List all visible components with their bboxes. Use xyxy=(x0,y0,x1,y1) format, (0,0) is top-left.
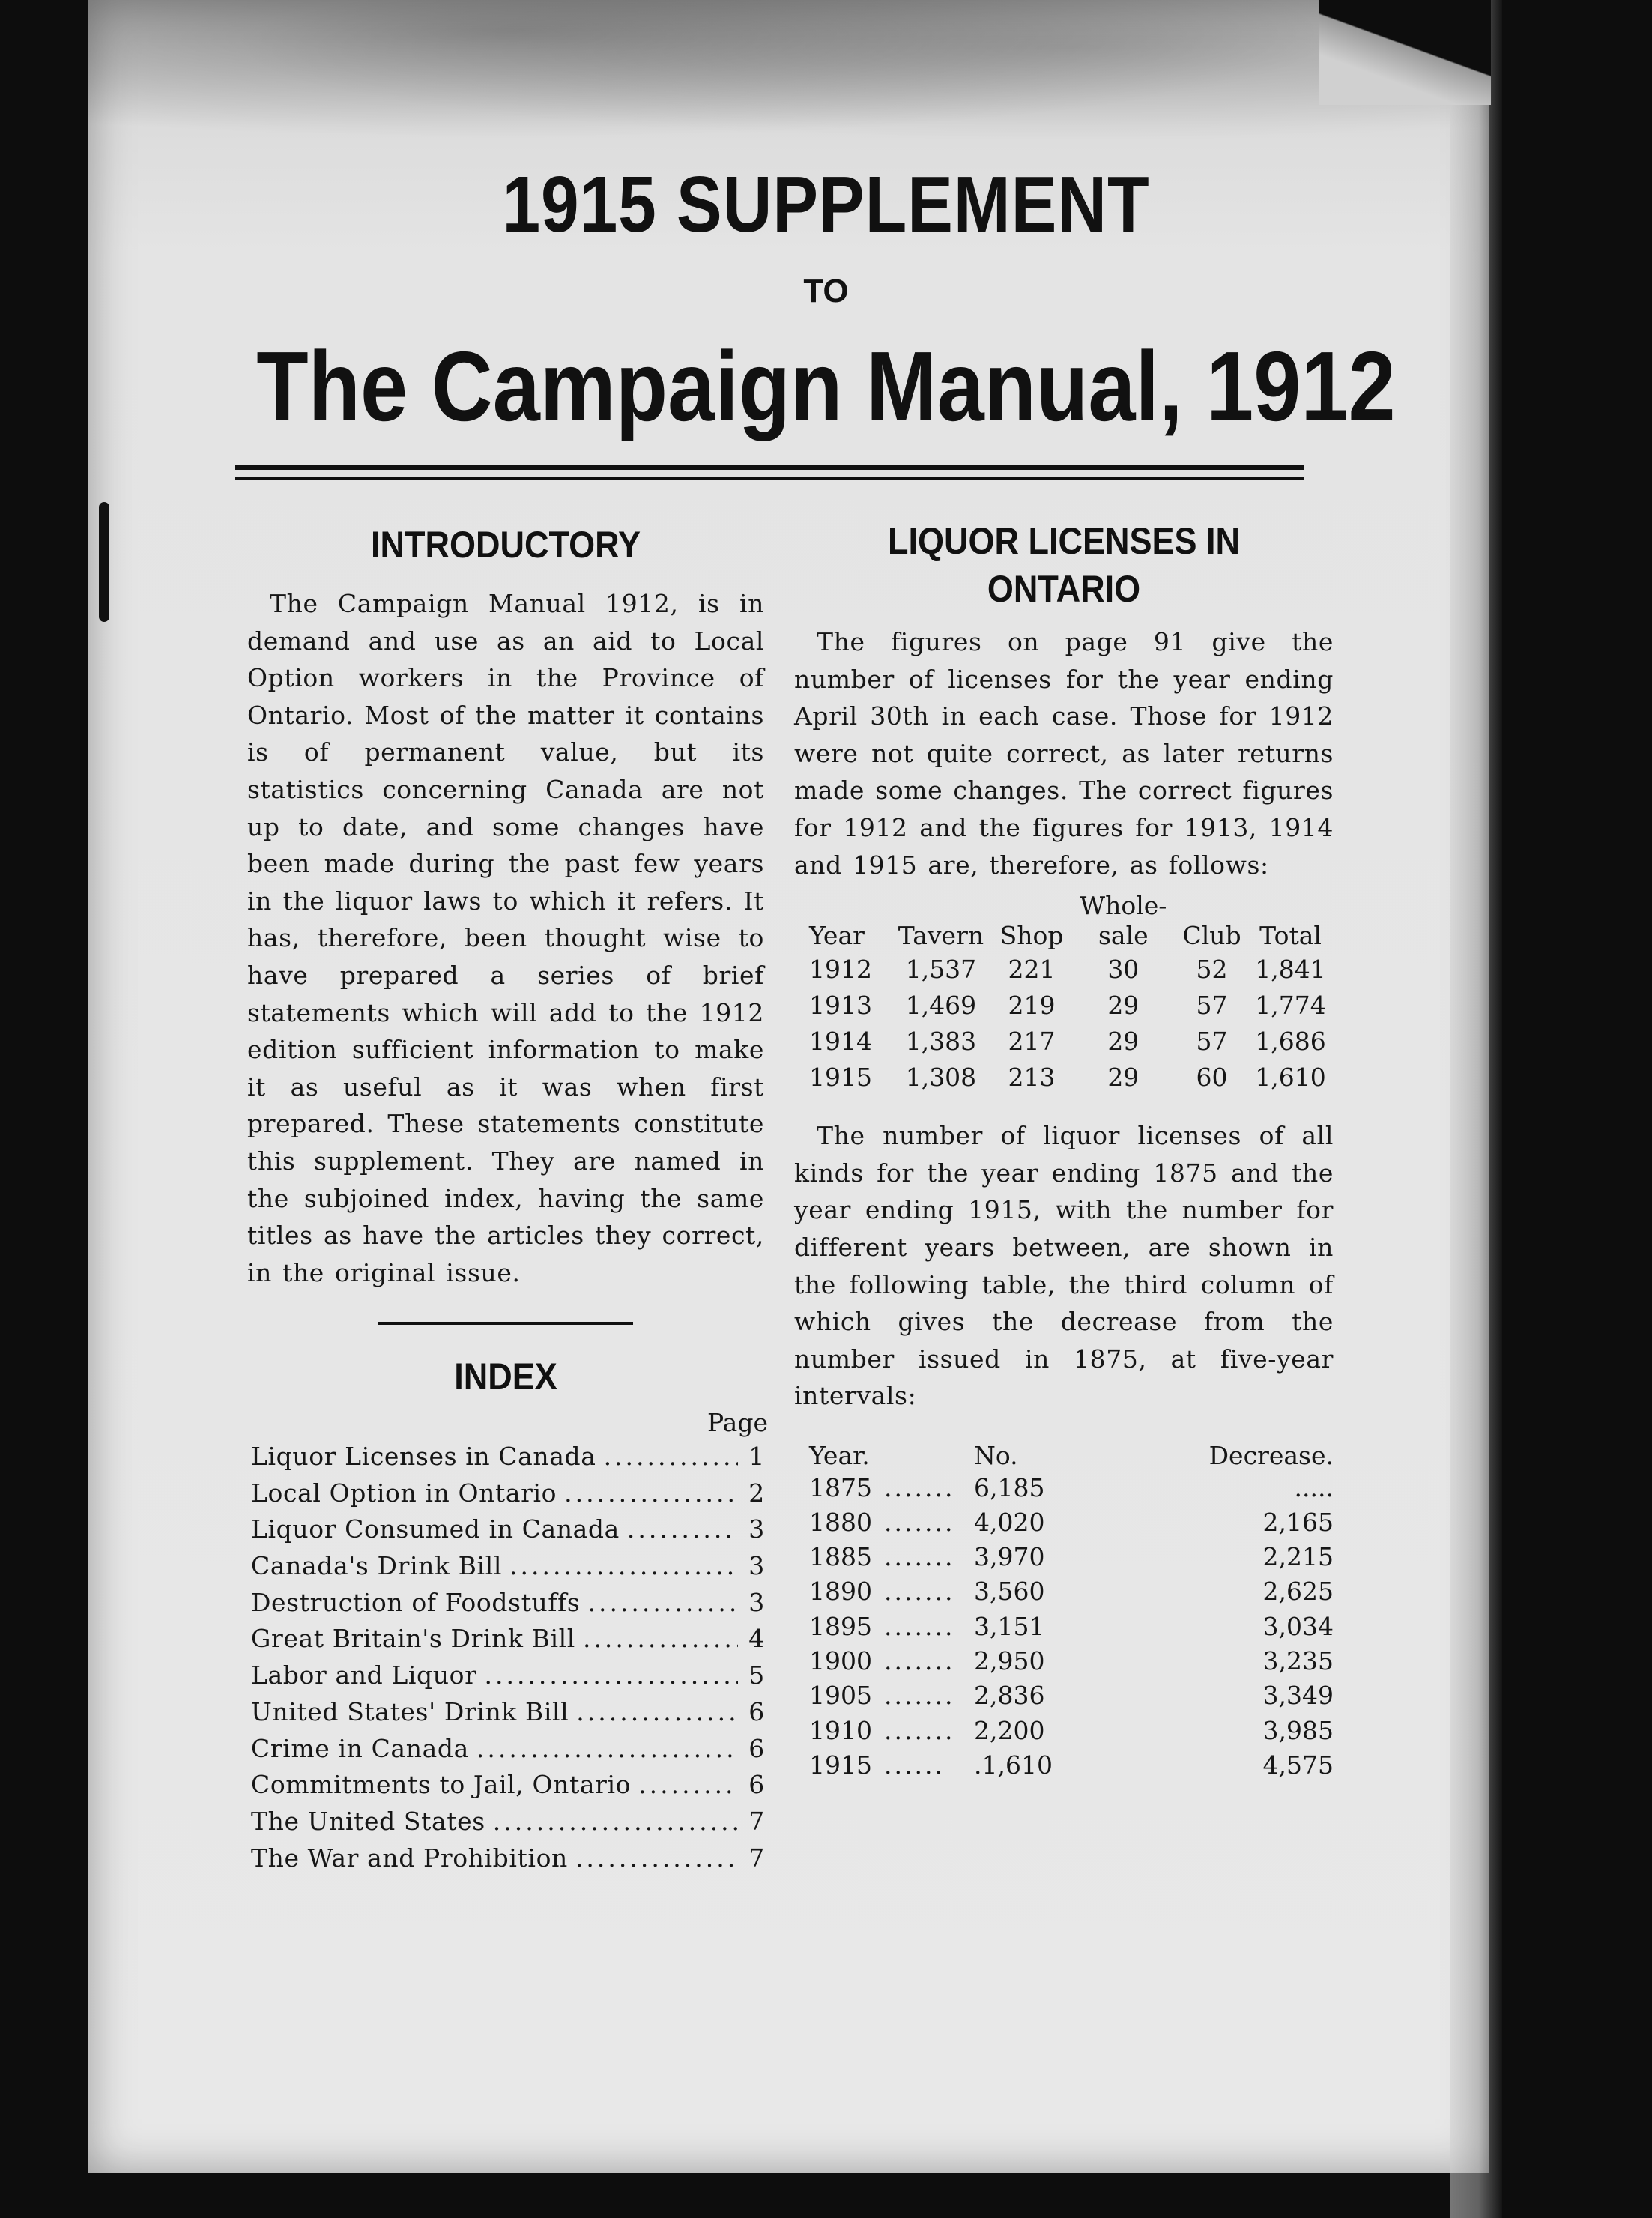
index-heading: INDEX xyxy=(454,1356,557,1397)
cell-no: 3,151 xyxy=(974,1611,1045,1641)
cell-decrease: 3,235 xyxy=(1262,1646,1334,1676)
decrease-table-header xyxy=(794,1428,1334,1470)
index-entry-page: 7 xyxy=(748,1806,765,1836)
cell-no: 3,970 xyxy=(974,1542,1045,1572)
index-entry xyxy=(251,1624,768,1661)
index-entry xyxy=(251,1551,768,1588)
index-entry-title: Great Britain's Drink Bill xyxy=(251,1624,575,1654)
cell-total: 1,686 xyxy=(1255,1026,1326,1056)
index-entry-title: Local Option in Ontario xyxy=(251,1478,557,1508)
cell-total: 1,774 xyxy=(1255,990,1326,1020)
table-row xyxy=(794,1540,1334,1574)
table-row xyxy=(794,951,1334,987)
leader-dots xyxy=(576,1697,738,1726)
table-row xyxy=(794,1643,1334,1678)
leader-dots xyxy=(604,1442,738,1471)
cell-dots: ....... xyxy=(884,1472,955,1502)
liquor-licenses-section xyxy=(794,517,1334,1783)
index-page-label: Page xyxy=(707,1408,768,1437)
index-entry-page: 3 xyxy=(748,1514,765,1544)
cell-decrease: 2,625 xyxy=(1262,1577,1334,1607)
cell-dots: ....... xyxy=(884,1681,955,1711)
cell-no: 6,185 xyxy=(974,1472,1045,1502)
index-list xyxy=(251,1442,768,1879)
index-entry-title: Liquor Consumed in Canada xyxy=(251,1514,620,1544)
index-entry-title: Crime in Canada xyxy=(251,1733,469,1763)
index-entry xyxy=(251,1734,768,1771)
index-entry xyxy=(251,1588,768,1625)
licenses-heading-line2: ONTARIO xyxy=(987,568,1141,610)
cell-club: 57 xyxy=(1196,990,1228,1020)
table-row xyxy=(794,1678,1334,1713)
cell-shop: 217 xyxy=(1008,1026,1056,1056)
cell-wholesale: 29 xyxy=(1107,1026,1140,1056)
cell-club: 52 xyxy=(1196,954,1228,984)
introductory-heading: INTRODUCTORY xyxy=(371,524,641,566)
index-entry-page: 4 xyxy=(748,1624,765,1654)
introductory-text: The Campaign Manual 1912, is in demand and use as an aid to Local Option workers in the Province of Ontario. Most of the matter it contains is of permanent value, but its statistics concerning Canada are not up to date, and some changes have been made during the past few years in the liquor laws to which it refers. It has, therefore, been thought wise to have prepared a series of brief statements which will add to the 1912 edition sufficient information to make it as useful as it was when first prepared. These statements constitute this supplement. They are named in the subjoined index, having the same titles as have the articles they correct, in the original issue. xyxy=(247,589,764,1287)
index-entry-page: 2 xyxy=(748,1478,765,1508)
cell-year: 1912 xyxy=(809,954,872,984)
cell-dots: ....... xyxy=(884,1646,955,1676)
licenses-heading-line1: LIQUOR LICENSES IN xyxy=(887,520,1241,562)
index-entry-page: 3 xyxy=(748,1587,765,1617)
index-entry-page: 7 xyxy=(748,1843,765,1873)
cell-year: 1913 xyxy=(809,990,872,1020)
cell-shop: 221 xyxy=(1008,954,1056,984)
leader-dots xyxy=(493,1807,738,1836)
index-entry-title: Destruction of Foodstuffs xyxy=(251,1587,581,1617)
licenses-intro-text: The figures on page 91 give the number of licenses for the year ending April 30th in each case. Those for 1912 were not quite correct, as later returns made some changes. The correct figures for 1912 and the figures for 1913, 1914 and 1915 are, therefore, as follows: xyxy=(794,627,1334,880)
col-decrease: Decrease. xyxy=(1208,1440,1334,1470)
cell-year: 1914 xyxy=(809,1026,872,1056)
leader-dots xyxy=(575,1843,738,1873)
cell-year: 1875 xyxy=(809,1472,872,1502)
col-wholesale: Whole- sale xyxy=(1080,891,1167,951)
licenses-second-text: The number of liquor licenses of all kinds for the year ending 1875 and the year ending 1915, with the number for different years between, are shown in the following table, the third column of which gives the decrease from the number issued in 1875, at five-year intervals: xyxy=(794,1121,1334,1411)
col-total: Total xyxy=(1259,921,1322,951)
index-entry xyxy=(251,1807,768,1843)
leader-dots xyxy=(587,1588,738,1617)
index-entry-page: 3 xyxy=(748,1551,765,1581)
index-entry-page: 1 xyxy=(748,1442,765,1471)
index-section xyxy=(251,1353,768,1879)
cell-tavern: 1,469 xyxy=(905,990,977,1020)
cell-decrease: 4,575 xyxy=(1262,1750,1334,1780)
cell-club: 60 xyxy=(1196,1062,1228,1092)
index-entry xyxy=(251,1442,768,1478)
paper-stain xyxy=(88,0,1489,157)
table-row xyxy=(794,1470,1334,1505)
index-entry-page: 6 xyxy=(748,1770,765,1800)
index-entry-title: Commitments to Jail, Ontario xyxy=(251,1770,632,1800)
cell-year: 1915 xyxy=(809,1750,872,1780)
supplement-title: 1915 SUPPLEMENT xyxy=(502,160,1150,249)
cell-decrease: 3,985 xyxy=(1262,1715,1334,1745)
table-row xyxy=(794,987,1334,1023)
manual-title: The Campaign Manual, 1912 xyxy=(256,331,1396,441)
leader-dots xyxy=(627,1514,738,1544)
cell-year: 1895 xyxy=(809,1611,872,1641)
licenses-decrease-table xyxy=(794,1428,1334,1783)
index-entry-title: Liquor Licenses in Canada xyxy=(251,1442,596,1471)
cell-no: 3,560 xyxy=(974,1577,1045,1607)
cell-shop: 213 xyxy=(1008,1062,1056,1092)
cell-no: 4,020 xyxy=(974,1507,1045,1537)
cell-year: 1915 xyxy=(809,1062,872,1092)
licenses-table-body xyxy=(794,951,1334,1095)
licenses-table-header xyxy=(794,891,1334,951)
cell-dots: ....... xyxy=(884,1611,955,1641)
cell-shop: 219 xyxy=(1008,990,1056,1020)
table-row xyxy=(794,1023,1334,1059)
cell-dots: ....... xyxy=(884,1542,955,1572)
cell-year: 1885 xyxy=(809,1542,872,1572)
cell-club: 57 xyxy=(1196,1026,1228,1056)
cell-decrease: ..... xyxy=(1294,1472,1334,1502)
leader-dots xyxy=(476,1734,738,1763)
cell-year: 1900 xyxy=(809,1646,872,1676)
table-row xyxy=(794,1609,1334,1643)
table-row xyxy=(794,1505,1334,1539)
index-entry-page: 5 xyxy=(748,1661,765,1690)
leader-dots xyxy=(638,1770,738,1799)
introductory-section xyxy=(247,521,764,1291)
index-entry-title: The United States xyxy=(251,1806,485,1836)
cell-total: 1,610 xyxy=(1255,1062,1326,1092)
cell-decrease: 3,349 xyxy=(1262,1681,1334,1711)
table-row xyxy=(794,1713,1334,1747)
title-double-rule xyxy=(235,465,1304,480)
torn-corner xyxy=(1319,0,1491,105)
margin-mark xyxy=(99,502,109,622)
table-row xyxy=(794,1059,1334,1095)
index-entry-title: Labor and Liquor xyxy=(251,1661,477,1690)
index-entry xyxy=(251,1697,768,1734)
index-entry xyxy=(251,1770,768,1807)
leader-dots xyxy=(583,1624,738,1653)
cell-dots: ....... xyxy=(884,1715,955,1745)
col-shop: Shop xyxy=(999,921,1064,951)
cell-dots: ....... xyxy=(884,1507,955,1537)
cell-decrease: 3,034 xyxy=(1262,1611,1334,1641)
cell-tavern: 1,308 xyxy=(905,1062,977,1092)
cell-no: 2,200 xyxy=(974,1715,1045,1745)
index-entry xyxy=(251,1661,768,1697)
cell-dots: ....... xyxy=(884,1577,955,1607)
table-row xyxy=(794,1574,1334,1609)
col-tavern: Tavern xyxy=(898,921,984,951)
cell-year: 1880 xyxy=(809,1507,872,1537)
cell-year: 1890 xyxy=(809,1577,872,1607)
title-connector: TO xyxy=(803,273,849,309)
cell-tavern: 1,383 xyxy=(905,1026,977,1056)
col-club: Club xyxy=(1182,921,1241,951)
cell-no: 2,950 xyxy=(974,1646,1045,1676)
cell-year: 1905 xyxy=(809,1681,872,1711)
cell-no: 2,836 xyxy=(974,1681,1045,1711)
index-entry xyxy=(251,1514,768,1551)
col-year: Year xyxy=(809,921,865,951)
index-entry-page: 6 xyxy=(748,1733,765,1763)
leader-dots xyxy=(509,1551,738,1580)
index-entry xyxy=(251,1478,768,1515)
cell-year: 1910 xyxy=(809,1715,872,1745)
col-number: No. xyxy=(974,1440,1018,1470)
cell-total: 1,841 xyxy=(1255,954,1326,984)
cell-no: .1,610 xyxy=(974,1750,1053,1780)
cell-wholesale: 29 xyxy=(1107,1062,1140,1092)
index-entry xyxy=(251,1843,768,1880)
index-entry-title: The War and Prohibition xyxy=(251,1843,568,1873)
cell-decrease: 2,215 xyxy=(1262,1542,1334,1572)
cell-wholesale: 29 xyxy=(1107,990,1140,1020)
index-entry-page: 6 xyxy=(748,1696,765,1726)
cell-dots: ...... xyxy=(884,1750,945,1780)
licenses-by-type-table xyxy=(794,891,1334,1095)
section-divider xyxy=(378,1322,633,1325)
index-entry-title: Canada's Drink Bill xyxy=(251,1551,502,1581)
cell-decrease: 2,165 xyxy=(1262,1507,1334,1537)
index-entry-title: United States' Drink Bill xyxy=(251,1696,569,1726)
leader-dots xyxy=(564,1478,738,1508)
decrease-table-body xyxy=(794,1470,1334,1783)
cell-tavern: 1,537 xyxy=(905,954,977,984)
cell-wholesale: 30 xyxy=(1107,954,1140,984)
table-row xyxy=(794,1747,1334,1782)
leader-dots xyxy=(484,1661,738,1690)
col-year: Year. xyxy=(809,1440,870,1470)
